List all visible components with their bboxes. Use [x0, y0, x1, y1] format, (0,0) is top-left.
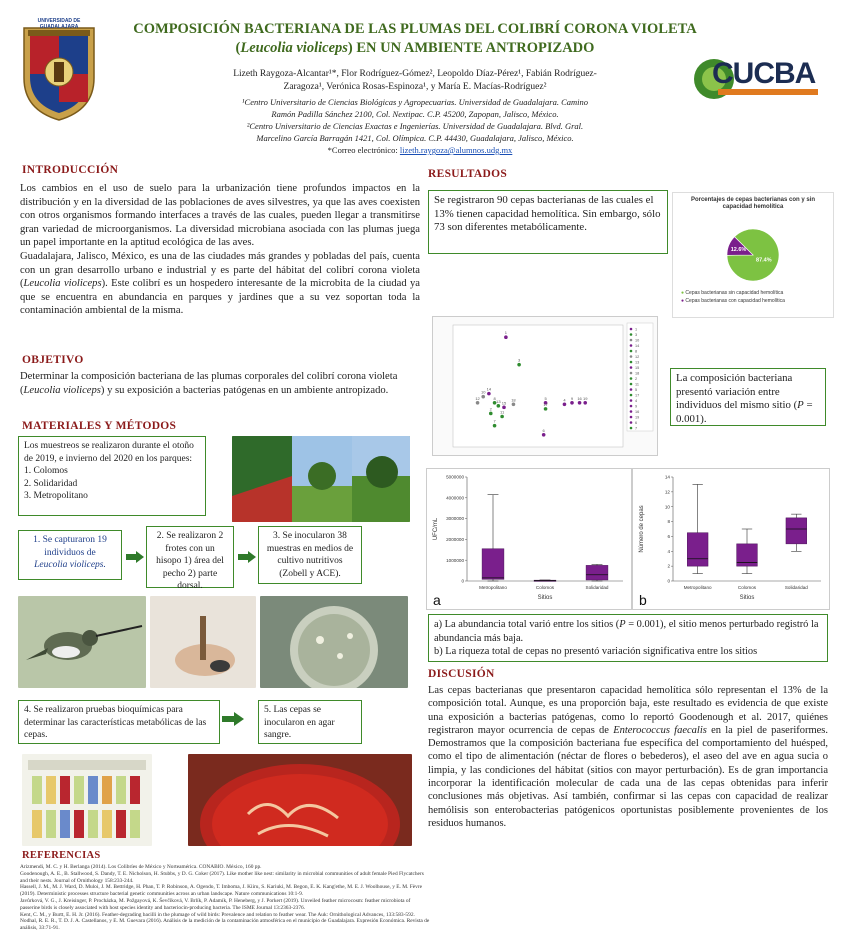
reference-item: Kent, C. M., y Burtt, E. H. Jr. (2016). Feather-degrading bacilli in the plumage of wild birds: Prevalence and relation to feather wear. The Auk: Ornithological Advances, 133:583-592.	[20, 911, 415, 918]
title-line-2: (Leucolia violiceps) EN UN AMBIENTE ANTROPIZADO	[235, 40, 595, 56]
legend-marker	[630, 405, 633, 408]
x-tick-label: Colomos	[535, 585, 555, 590]
scatter-point-label: 11	[500, 409, 505, 415]
legend-marker	[630, 372, 633, 375]
result-a: a) La abundancia total varió entre los sitios (P = 0.001), el sitio menos perturbado registró la abundancia más baja.	[434, 619, 819, 644]
box-iqr	[687, 533, 708, 566]
scatter-point-label: 14	[486, 386, 492, 392]
legend-marker	[630, 366, 633, 369]
email-link[interactable]: lizeth.raygoza@alumnos.udg.mx	[399, 145, 513, 155]
legend-label: 3	[635, 333, 638, 337]
scatter-point-label: 19	[582, 395, 588, 401]
legend-marker	[630, 416, 633, 419]
legend-label: 15	[635, 366, 640, 370]
legend-marker	[630, 388, 633, 391]
step-5-box: 5. Las cepas se inocularon en agar sangre.	[258, 700, 362, 744]
scatter-point-label: 8	[493, 395, 496, 401]
scatter-point-label: 18	[511, 397, 516, 403]
boxplot-b	[632, 468, 830, 610]
scatter-point-label: 10	[480, 389, 486, 395]
panel-label: a	[433, 592, 441, 608]
step-3-box: 3. Se inocularon 38 muestras en medios de cultivo nutritivos (Zobell y ACE).	[258, 526, 362, 584]
reference-item: Arizmendi, M. C. y H. Berlanga (2014). Los Colibríes de México y Norteamérica. CONABIO. México, 160 pp.	[20, 864, 262, 870]
y-tick-label: 14	[664, 474, 670, 480]
x-tick-label: Solidaridad	[585, 585, 609, 590]
logo-left-text: UNIVERSIDAD DE GUADALAJARA	[37, 18, 81, 30]
pie-data-label: 12.6%	[730, 247, 747, 254]
discusion-text: Las cepas bacterianas que presentaron capacidad hemolítica sólo representan el 13% de la composición total. Aunque, es una proporción baja, este resultado es evidencia de que existe una exposición a bacterias patógenas, como lo reportó Goodenough et al. 2017, quiénes registraron mayor ocurrencia de cepas de Enterococcus faecalis en la piel de paseriformes. Demostramos que la composición bacteriana fue específica del comportamiento del huésped, como el tipo de alimentación (néctar de flores o bebederos), el aseo del ave en agua sucia o limpia, y las condiciones del hábitat (sitios con mayor perturbación). Es de gran importancia incorporar la identificación molecular de cada una de las cepas obtenidas para inferir conclusiones más objetivas. Así también, confirmar si las cepas con capacidad de realizar hemólisis son enterobacterias patógenicos oportunistas posiblemente provenientes de los residuos humanos.	[428, 685, 829, 829]
legend-item-con: ● Cepas bacterianas con capacidad hemolítica	[681, 298, 785, 304]
scatter-point	[563, 403, 567, 407]
scatter-point-label: 17	[543, 401, 548, 407]
scatter-point-label: 13	[496, 398, 501, 404]
scatter-point-label: 6	[542, 427, 545, 433]
y-tick-label: 2	[667, 563, 670, 569]
x-tick-label: Metropolitano	[479, 585, 507, 590]
y-tick-label: 10	[664, 504, 670, 510]
scatter-point	[542, 433, 546, 437]
scatter-point	[497, 404, 501, 408]
scatter-point-label: 15	[501, 400, 507, 406]
scatter-point-label: 9	[570, 395, 574, 401]
y-tick-label: 12	[664, 489, 670, 495]
scatter-point	[500, 415, 504, 419]
x-tick-label: Solidaridad	[784, 585, 808, 590]
legend-marker	[630, 394, 633, 397]
y-tick-label: 6	[667, 534, 670, 540]
arrow-right-icon	[126, 550, 144, 568]
scatter-point	[583, 401, 587, 405]
step-2-box: 2. Se realizaron 2 frotes con un hisopo 1) área del pecho 2) parte dorsal.	[146, 526, 234, 588]
references-list	[20, 864, 430, 932]
x-tick-label: Colomos	[737, 585, 757, 590]
step-4-box: 4. Se realizaron pruebas bioquímicas para determinar las características metabólicas de las cepas.	[18, 700, 220, 744]
legend-marker	[630, 339, 633, 342]
title-line-1: COMPOSICIÓN BACTERIANA DE LAS PLUMAS DEL COLIBRÍ CORONA VIOLETA	[133, 21, 697, 37]
ordination-plot	[432, 316, 658, 456]
pie-title: Porcentajes de cepas bacterianas con y sin capacidad hemolítica	[690, 197, 816, 210]
legend-label: 1	[635, 327, 638, 332]
y-tick-label: 1000000	[446, 557, 464, 563]
legend-marker	[630, 333, 633, 336]
reference-item: Hassell, J. M., M. J. Ward, D. Muloi, J. M. Bettridge, H. Phan, T. P. Robinson, A. Ogendo, T. Imboma, J. Kiiru, S. Kariuki, M. Begon, E. K. Kang'ethe, M. E. J. Woolhouse, y E. M. Fèvre (2019). Deterministic processes structure bacterial genetic communities across an urban landscape. Nature communications 10:1-9.	[20, 884, 422, 898]
legend-label: 2	[635, 377, 638, 381]
y-axis-label: Número de cepas	[639, 505, 645, 553]
discusion-heading: DISCUSIÓN	[428, 668, 495, 680]
legend-label: 17	[635, 393, 640, 398]
scatter-point-label: 5	[544, 395, 547, 401]
y-tick-label: 5000000	[446, 474, 464, 480]
boxplot-a	[426, 468, 632, 610]
legend-marker	[630, 377, 633, 380]
referencias-heading: REFERENCIAS	[22, 850, 101, 861]
biochemical-tests-photo	[22, 754, 152, 846]
cucba-logo	[690, 55, 826, 103]
scatter-point	[481, 395, 485, 399]
poster-title	[120, 20, 710, 58]
contact-email: *Correo electrónico: lizeth.raygoza@alumnos.udg.mx	[327, 145, 513, 155]
y-axis-label: UFC/mL	[433, 517, 439, 541]
legend-item-sin: ● Cepas bacterianas sin capacidad hemolítica	[681, 290, 784, 296]
hummingbird-photo	[18, 596, 146, 688]
arrow-right-icon	[222, 712, 244, 731]
resultados-heading: RESULTADOS	[428, 168, 508, 180]
objetivo-heading: OBJETIVO	[22, 354, 84, 366]
swab-photo	[150, 596, 256, 688]
scatter-point-label: 2	[489, 406, 492, 412]
legend-marker	[630, 410, 633, 413]
legend-label: 14	[635, 344, 640, 348]
intro-paragraph-2: Guadalajara, Jalisco, México, es una de las ciudades más grandes y pobladas del país, cuenta con un gran desarrollo urbano e industrial y es parte del hábitat del colibrí corona violeta (Leucolia violiceps). Este colibrí es un hospedero interesante de la microbita de la ciudad ya que se encuentra en abundancia en parques y jardines que a su vez soportan toda la contaminación ambiental de la misma.	[20, 250, 420, 317]
legend-label: 18	[635, 371, 640, 376]
legend-marker	[630, 383, 633, 386]
parks-photo	[232, 436, 410, 522]
box-iqr	[786, 518, 807, 544]
scatter-point	[578, 401, 582, 405]
plot-area	[453, 325, 623, 447]
metodos-heading: MATERIALES Y MÉTODOS	[22, 420, 177, 432]
scatter-point-label: 12	[475, 395, 480, 401]
legend-marker	[630, 355, 633, 358]
box-iqr	[482, 549, 504, 580]
muestreos-box: Los muestreos se realizaron durante el otoño de 2019, e invierno del 2020 en los parques: 1. Colomos 2. Solidaridad 3. Metropolitano	[18, 436, 206, 516]
y-tick-label: 8	[667, 519, 670, 525]
legend-marker	[630, 328, 633, 331]
legend-label: 5	[635, 388, 638, 392]
intro-text	[20, 182, 420, 318]
x-tick-label: Metropolitano	[683, 585, 712, 590]
pie-chart	[672, 192, 834, 318]
pie-data-label: 87.4%	[756, 257, 772, 264]
legend-label: 10	[635, 338, 640, 343]
y-tick-label: 2000000	[446, 537, 464, 542]
authors: Lizeth Raygoza-Alcantar¹*, Flor Rodríguez-Gómez², Leopoldo Díaz-Pérez¹, Fabián Rodríguez- Zaragoza¹, Verónica Rosas-Espinoza¹, y María E. Macías-Rodríguez²	[233, 69, 597, 92]
results-box-1: Se registraron 90 cepas bacterianas de las cuales el 13% tienen capacidad hemolítica. Sin embargo, sólo 73 son diferentes metabólicamente.	[428, 190, 668, 254]
scatter-point	[493, 424, 497, 428]
affiliations: ¹Centro Universitario de Ciencias Biológicas y Agropecuarias. Universidad de Guadalajara. Camino Ramón Padilla Sánchez 2100, Col. Nextipac. C.P. 45200, Zapopan, Jalisco, México. ²Centro Universitario de Ciencias Exactas e Ingenierías. Universidad de Guadalajara. Blvd. Gral. Marcelino García Barragán 1421, Col. Olímpica. C.P. 44430, Guadalajara, Jalisco, México.	[242, 97, 588, 143]
intro-heading: INTRODUCCIÓN	[22, 164, 119, 176]
arrow-right-icon	[238, 550, 256, 568]
legend-label: 19	[635, 415, 640, 420]
y-tick-label: 4000000	[446, 495, 464, 501]
intro-paragraph-1: Los cambios en el uso de suelo para la urbanización tiene profundos impactos en la distribución y en la diversidad de las poblaciones de aves silvestres, ya que las aves coexisten con otros organismos formando interfaces a través de las cuales, pueden llegar a transmitirse gran variedad de microorganismos. La diversidad microbiana asociada con las plumas juega un papel importante en la aptitud ecológica de las aves.	[20, 183, 420, 249]
blood-agar-photo	[188, 754, 412, 846]
y-tick-label: 0	[461, 578, 464, 584]
legend-label: 12	[635, 355, 640, 359]
objetivo-text: Determinar la composición bacteriana de las plumas corporales del colibrí corona violeta (Leucolia violiceps) y su exposición a bacterias patógenas en un ambiente antropizado.	[20, 371, 398, 396]
cucba-logo-text: CUCBA	[712, 57, 816, 90]
scatter-point-label: 16	[577, 395, 582, 401]
petri-dish-photo	[260, 596, 408, 688]
scatter-point	[570, 401, 574, 405]
legend-marker	[630, 361, 633, 364]
scatter-point	[512, 403, 516, 407]
legend-label: 13	[635, 360, 640, 365]
results-box-2: La composición bacteriana presentó variación entre individuos del mismo sitio (P = 0.001).	[670, 368, 826, 426]
y-tick-label: 4	[667, 548, 670, 554]
legend-label: 11	[635, 382, 639, 387]
scatter-point-label: 4	[563, 397, 566, 403]
scatter-point	[489, 412, 493, 416]
step-1-box: 1. Se capturaron 19 individuos de Leucolia violiceps.	[18, 530, 122, 580]
reference-item: Javůrková, V. G., J. Kreisinger, P. Procházka, M. Požgayová, K. Ševčíková, V. Brlík, P. Adamík, P. Heneberg, y J. Porkert (2019). Unveiled feather microcosm: feather microbiota of passerine birds is closely associated with host species identity and bacteriocin-producing bacteria. The ISME Journal 13:2363-2376.	[20, 897, 411, 911]
legend-marker	[630, 350, 633, 353]
scatter-point	[487, 392, 491, 396]
legend-label: 8	[635, 349, 638, 354]
scatter-point	[544, 407, 548, 411]
legend-label: 6	[635, 421, 638, 425]
university-logo	[18, 20, 100, 122]
legend-marker	[630, 427, 633, 430]
box-iqr	[586, 565, 608, 580]
x-axis-label: Sitios	[537, 595, 553, 601]
y-tick-label: 3000000	[446, 516, 464, 522]
scatter-point	[504, 335, 508, 339]
reference-item: Nodhal, R. E. R., T. D. J. A. Castellanos, y E. M. Guevara (2016). Análisis de la medición de la contaminación atmosférica en el municipio de Guadalajara. Expresión Económica. Revista de análisis, 33:71-91.	[20, 918, 430, 932]
y-tick-label: 0	[667, 578, 670, 584]
scatter-point	[517, 363, 521, 367]
scatter-point	[476, 401, 480, 405]
legend-marker	[630, 344, 633, 347]
scatter-point-label: 3	[517, 357, 521, 363]
scatter-point-label: 1	[504, 330, 508, 336]
legend-label: 7	[635, 426, 638, 431]
legend-label: 9	[635, 404, 638, 409]
pie-legend	[681, 289, 785, 305]
panel-label: b	[639, 592, 647, 608]
legend-label: 4	[635, 399, 638, 403]
scatter-point-label: 7	[493, 418, 496, 424]
legend-label: 16	[635, 410, 640, 414]
x-axis-label: Sitios	[739, 595, 755, 601]
reference-item: Goodenough, A. E., B. Stallwood, S. Dandy, T. E. Nicholson, H. Stubbs, y D. G. Coker (2017). Like mother like nest: similarity in microbial communities of adult female Pied Flycatchers and their nests. Journal of Ornithology 158:233-244.	[20, 870, 424, 884]
legend-marker	[630, 421, 633, 424]
results-box-3	[428, 614, 828, 662]
result-b: b) La riqueza total de cepas no presentó variación significativa entre los sitios	[434, 646, 758, 657]
legend-marker	[630, 399, 633, 402]
